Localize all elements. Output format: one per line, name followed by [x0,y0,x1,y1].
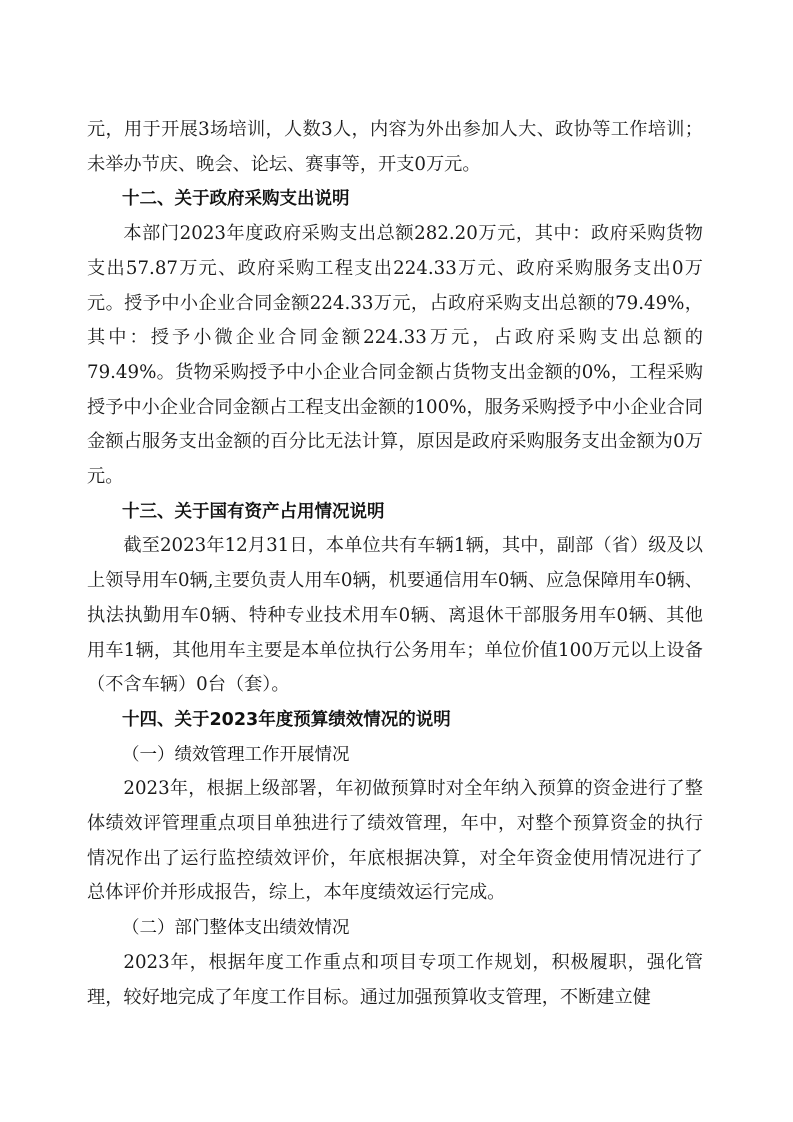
document-body [87,113,703,1015]
paragraph-overall-expenditure: 2023年，根据年度工作重点和项目专项工作规划，积极履职，强化管理，较好地完成了年度工作目标。通过加强预算收支管理，不断建立健 [87,951,703,1008]
paragraph-performance-management: 2023年，根据上级部署，年初做预算时对全年纳入预算的资金进行了整体绩效评管理重点项目单独进行了绩效管理，年中，对整个预算资金的执行情况作出了运行监控绩效评价，年底根据决算，对全年资金使用情况进行了总体评价并形成报告，综上，本年度绩效运行完成。 [87,778,703,904]
heading-government-procurement: 十二、关于政府采购支出说明 [122,189,350,210]
paragraph-intro: 元，用于开展3场培训，人数3人，内容为外出参加人大、政协等工作培训；未举办节庆、晚会、论坛、赛事等，开支0万元。 [87,119,703,175]
subheading-performance-management: （一）绩效管理工作开展情况 [122,744,350,765]
heading-budget-performance: 十四、关于2023年度预算绩效情况的说明 [122,709,451,730]
subheading-overall-expenditure: （二）部门整体支出绩效情况 [122,918,350,939]
heading-state-assets: 十三、关于国有资产占用情况说明 [122,501,385,522]
paragraph-government-procurement: 本部门2023年度政府采购支出总额282.20万元，其中：政府采购货物支出57.87万元、政府采购工程支出224.33万元、政府采购服务支出0万元。授予中小企业合同金额224.33万元，占政府采购支出总额的79.49%，其中：授予小微企业合同金额224.33万元，占政府采购支出总额的79.49%。货物采购授予中小企业合同金额占货物支出金额的0%，工程采购授予中小企业合同金额占工程支出金额的100%，服务采购授予中小企业合同金额占服务支出金额的百分比无法计算，原因是政府采购服务支出金额为0万元。 [87,223,703,488]
paragraph-state-assets: 截至2023年12月31日，本单位共有车辆1辆，其中，副部（省）级及以上领导用车0辆,主要负责人用车0辆，机要通信用车0辆、应急保障用车0辆、执法执勤用车0辆、特种专业技术用车0辆、离退休干部服务用车0辆、其他用车1辆，其他用车主要是本单位执行公务用车；单位价值100万元以上设备（不含车辆）0台（套）。 [87,535,703,696]
